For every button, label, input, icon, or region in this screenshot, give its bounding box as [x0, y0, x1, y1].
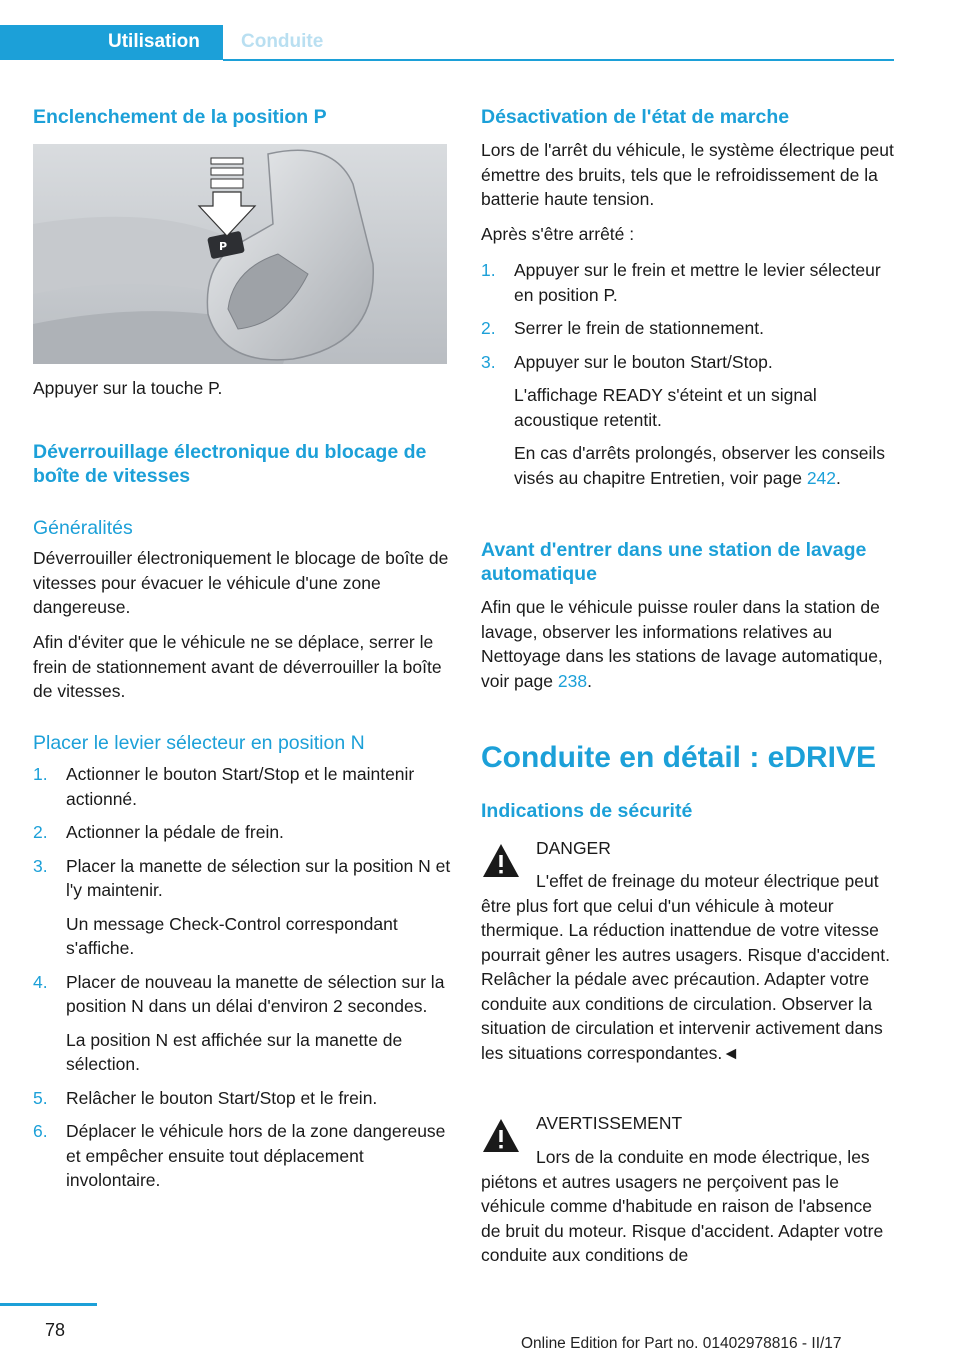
paragraph-general-1: Déverrouiller électroniquement le blocage de boîte de vitesses pour évacuer le véhicule d'une zone dangereuse.: [33, 548, 449, 617]
paragraph-after-stop: Après s'être arrêté :: [481, 224, 635, 244]
warning-text: Lors de la conduite en mode électrique, les piétons et autres usagers ne perçoivent pas le véhicule comme d'habitude en raison de l'absence de bruit du moteur. Risque d'accident. Adapter votre conduite aux conditions de: [481, 1147, 884, 1265]
danger-text: L'effet de freinage du moteur électrique peut être plus fort que celui d'un véhicule à moteur thermique. La réduction inattendue de votre vitesse pourrait gêner les autres usagers. Risque d'accident. Relâcher la pédale avec précaution. Adapter votre conduite aux conditions de circulation. Observer la situation de circulation et intervenir activement dans les situations correspondantes.◄: [481, 871, 890, 1063]
list-item: 6. Déplacer le véhicule hors de la zone dangereuse et empêcher ensuite tout déplacement involontaire.: [33, 1121, 446, 1190]
page-link-242[interactable]: 242: [806, 467, 837, 488]
heading-electronic-unlock: Déverrouillage électronique du blocage de boîte de vitesses: [33, 441, 427, 487]
page-number: 78: [45, 1320, 66, 1340]
avertissement-warning-icon: [481, 1117, 521, 1155]
list-item: 3. Placer la manette de sélection sur la position N et l'y maintenir. Un message Check-Control correspondant s'affiche.: [33, 855, 451, 958]
paragraph-car-wash: Afin que le véhicule puisse rouler dans la station de lavage, observer les informations relatives au Nettoyage dans les stations de lavage automatique, voir page 238.: [481, 597, 883, 691]
caption-press-p: Appuyer sur la touche P.: [33, 378, 223, 398]
page-link-238[interactable]: 238: [557, 670, 588, 691]
danger-warning-icon: [481, 842, 521, 880]
selector-lever-illustration: [33, 144, 447, 364]
warning-title: AVERTISSEMENT: [536, 1113, 683, 1133]
heading-edrive: Conduite en détail : eDRIVE: [481, 741, 877, 774]
heading-lever-n: Placer le levier sélecteur en position N: [33, 732, 365, 754]
header-tab-utilisation[interactable]: Utilisation: [108, 31, 200, 52]
heading-deactivation: Désactivation de l'état de marche: [481, 106, 790, 128]
steps-deactivation: [481, 258, 896, 499]
heading-generalites: Généralités: [33, 517, 133, 539]
heading-safety: Indications de sécurité: [481, 800, 693, 822]
list-item: 1. Appuyer sur le frein et mettre le levier sélecteur en position P.: [481, 260, 881, 305]
footer-rule: [0, 1303, 97, 1306]
p-key-label: P: [219, 240, 228, 253]
paragraph-deactivation: Lors de l'arrêt du véhicule, le système électrique peut émettre des bruits, tels que le refroidissement de la batterie haute tension.: [481, 140, 894, 209]
header-tab-conduite[interactable]: Conduite: [241, 31, 324, 52]
danger-title: DANGER: [536, 838, 611, 858]
paragraph-general-2: Afin d'éviter que le véhicule ne se déplace, serrer le frein de stationnement avant de déverrouiller la boîte de vitesses.: [33, 632, 442, 701]
list-item: 2. Actionner la pédale de frein.: [33, 822, 284, 842]
heading-car-wash: Avant d'entrer dans une station de lavage automatique: [481, 539, 867, 585]
header-rule: [223, 59, 894, 61]
list-item: 1. Actionner le bouton Start/Stop et le maintenir actionné.: [33, 764, 415, 809]
figure-selector-lever: [33, 144, 447, 364]
heading-position-p: Enclenchement de la position P: [33, 106, 327, 128]
steps-lever-n: [33, 762, 453, 1202]
list-item: 5. Relâcher le bouton Start/Stop et le frein.: [33, 1087, 378, 1108]
list-item: 3. Appuyer sur le bouton Start/Stop. L'affichage READY s'éteint et un signal acoustique retentit. En cas d'arrêts prolongés, observer les conseils visés au chapitre Entretien, voir page 242.: [481, 351, 886, 488]
list-item: 2. Serrer le frein de stationnement.: [481, 318, 764, 338]
list-item: 4. Placer de nouveau la manette de sélection sur la position N dans un délai d'environ 2 secondes. La position N est affichée sur la manette de sélection.: [33, 971, 445, 1074]
online-edition-note: Online Edition for Part no. 01402978816 - II/17: [521, 1335, 842, 1352]
